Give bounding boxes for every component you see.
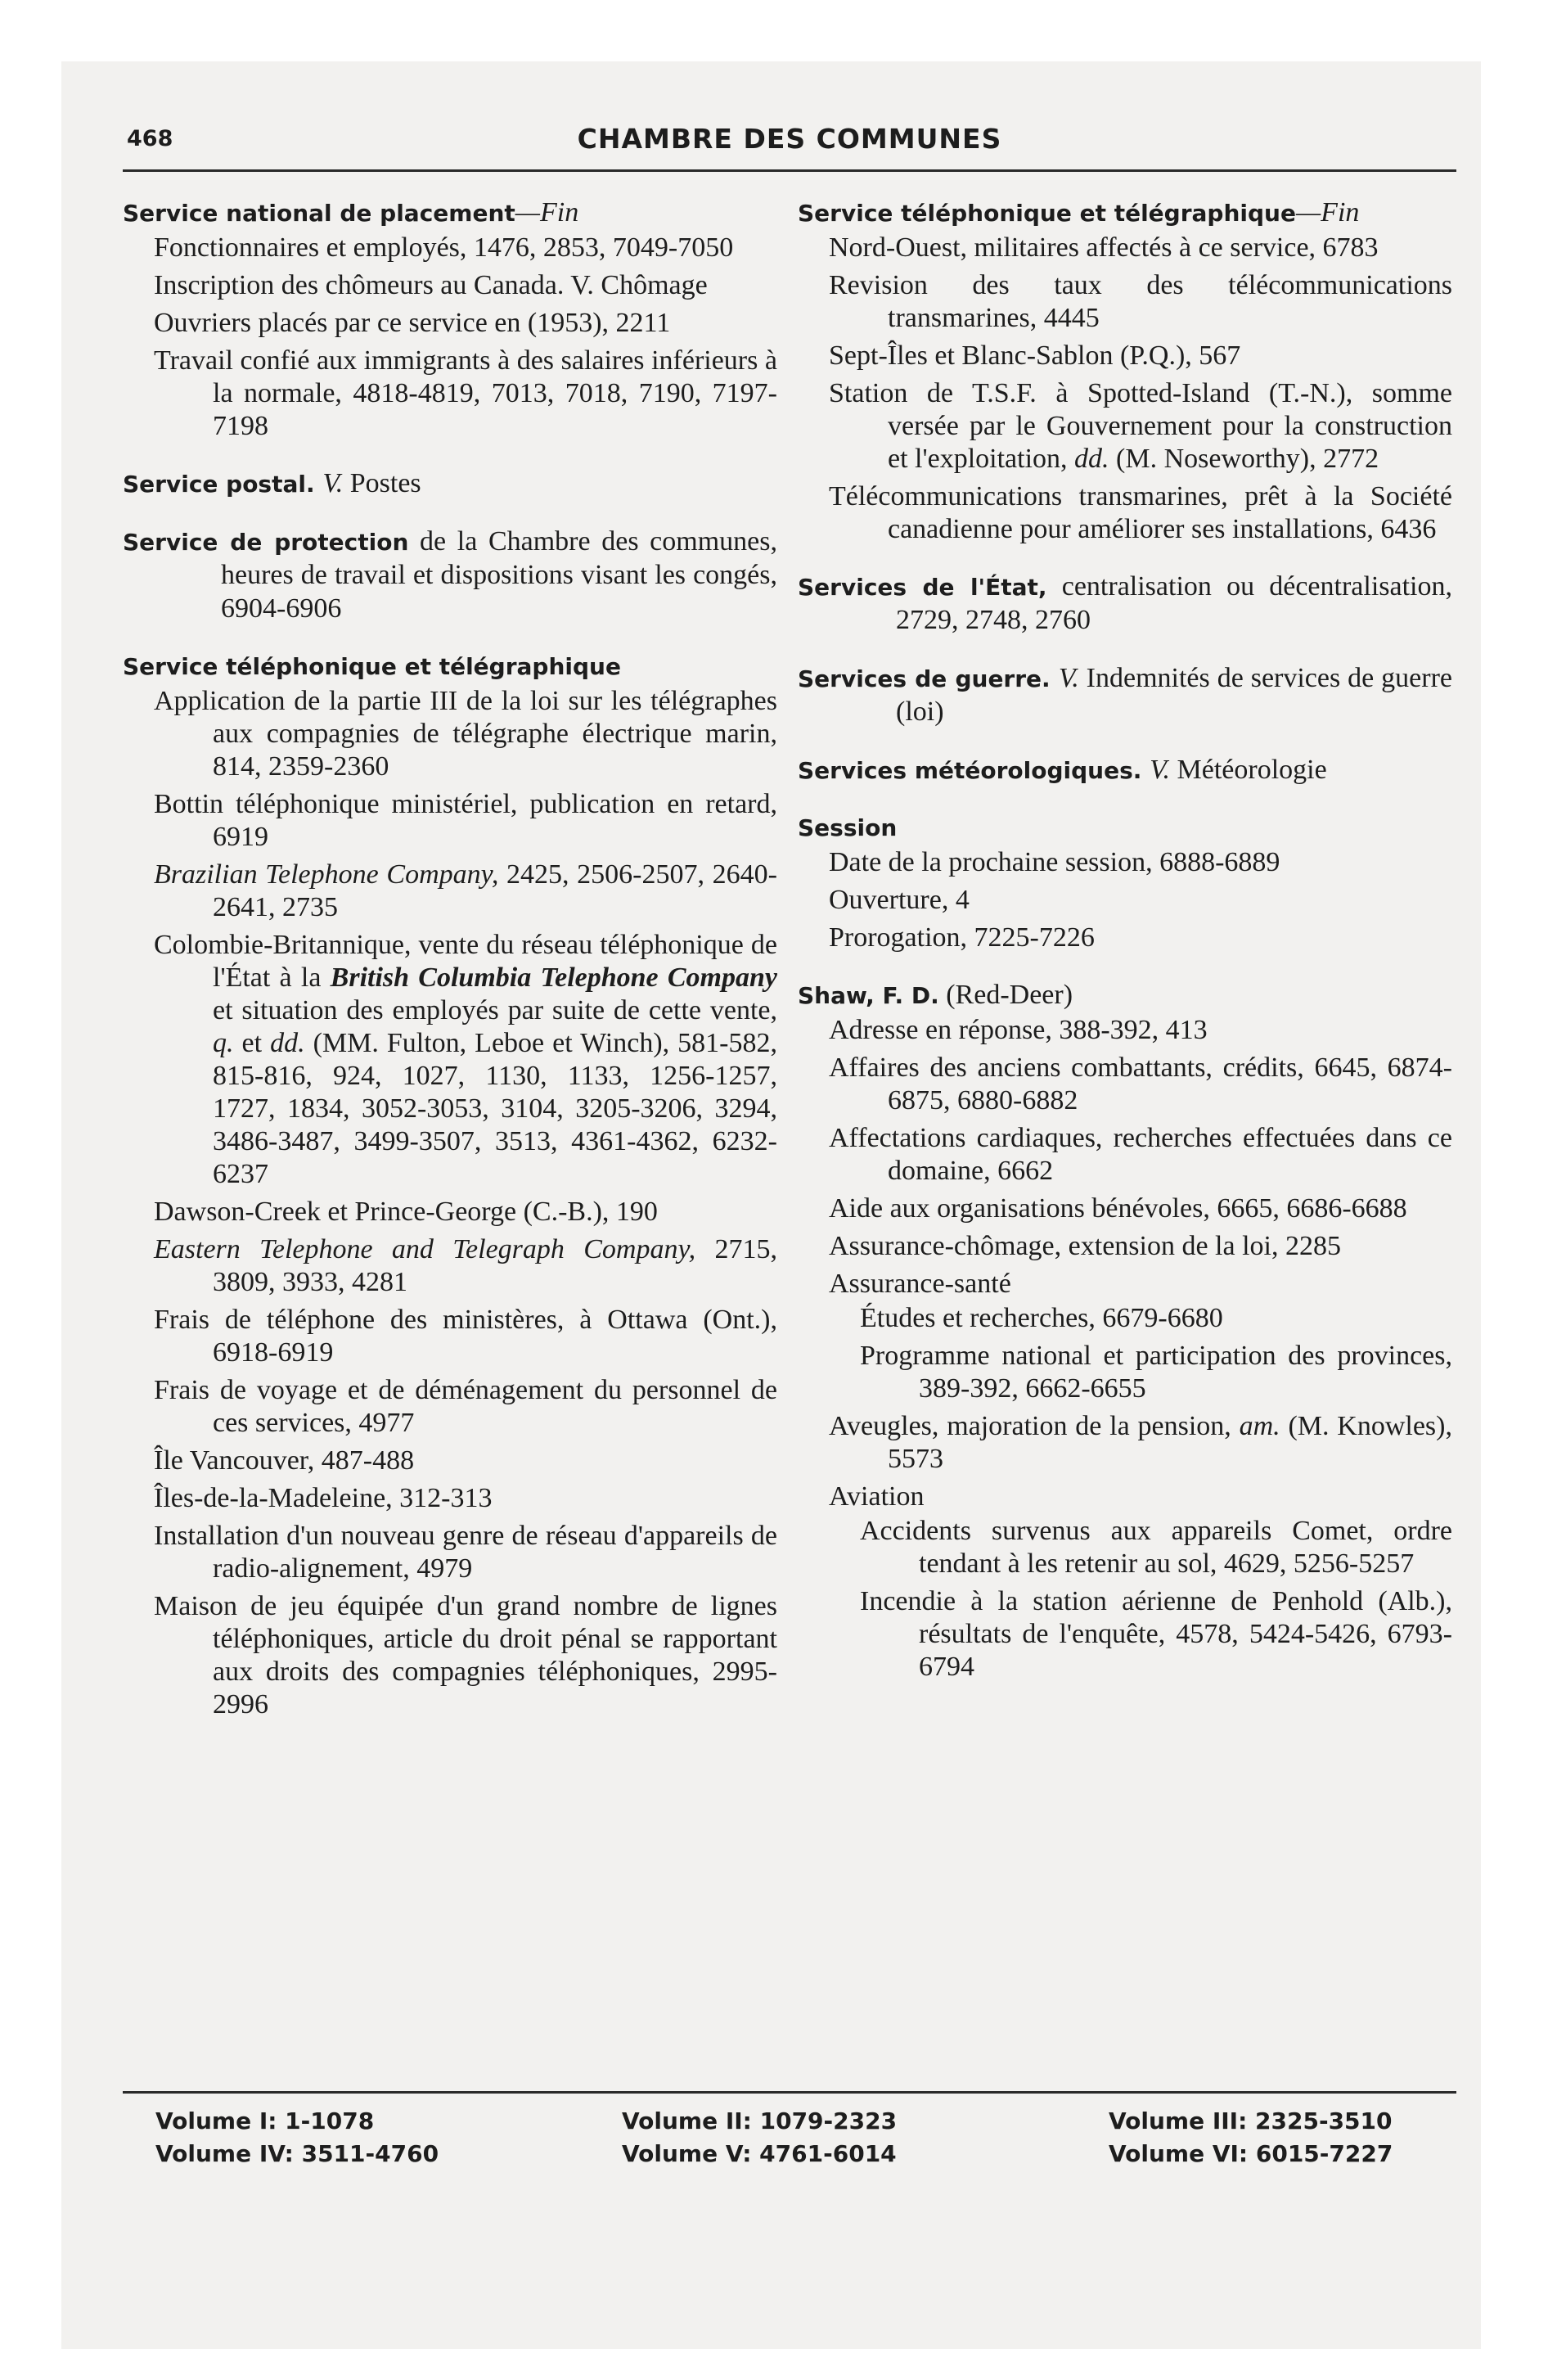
index-entry: Aveugles, majoration de la pension, am. (M. Knowles), 5573 — [829, 1411, 1452, 1474]
index-entry: Île Vancouver, 487-488 — [154, 1445, 415, 1476]
index-entry: Installation d'un nouveau genre de réseau d'appareils de radio-alignement, 4979 — [154, 1521, 777, 1584]
volume-range: Volume II: 1079-2323 — [622, 2107, 898, 2134]
index-entry: Travail confié aux immigrants à des salaires inférieurs à la normale, 4818-4819, 7013, 7018, 7190, 7197-7198 — [154, 345, 777, 441]
index-section — [798, 812, 1452, 954]
index-entry: Sept-Îles et Blanc-Sablon (P.Q.), 567 — [829, 340, 1241, 371]
index-entry: Frais de voyage et de déménagement du personnel de ces services, 4977 — [154, 1375, 777, 1438]
running-title: CHAMBRE DES COMMUNES — [577, 123, 1002, 155]
index-entry: Prorogation, 7225-7226 — [829, 922, 1095, 953]
volume-range: Volume VI: 6015-7227 — [1109, 2140, 1393, 2167]
index-section — [798, 570, 1452, 638]
index-section — [798, 196, 1452, 546]
index-entry: Affaires des anciens combattants, crédits, 6645, 6874-6875, 6880-6882 — [829, 1053, 1452, 1116]
volume-range: Volume V: 4761-6014 — [622, 2140, 897, 2167]
section-heading: Service de protection de la Chambre des communes, heures de travail et dispositions visant les congés, 6904-6906 — [123, 526, 777, 624]
index-entry: Ouverture, 4 — [829, 885, 970, 915]
index-entry: Affectations cardiaques, recherches effectuées dans ce domaine, 6662 — [829, 1123, 1452, 1186]
footer-rule — [123, 2091, 1456, 2094]
index-entry: Ouvriers placés par ce service en (1953), 2211 — [154, 308, 671, 338]
index-entry: Maison de jeu équipée d'un grand nombre de lignes téléphoniques, article du droit pénal se rapportant aux droits des compagnies téléphoniques, 2995-2996 — [154, 1591, 777, 1720]
index-section — [798, 754, 1452, 787]
index-entry: Eastern Telephone and Telegraph Company, 2715, 3809, 3933, 4281 — [154, 1234, 777, 1297]
index-entry: Frais de téléphone des ministères, à Ottawa (Ont.), 6918-6919 — [154, 1305, 777, 1368]
page-number: 468 — [127, 126, 173, 151]
index-entry: Aide aux organisations bénévoles, 6665, 6686-6688 — [829, 1193, 1407, 1224]
index-section — [798, 979, 1452, 1684]
index-subentry: Incendie à la station aérienne de Penhold (Alb.), résultats de l'enquête, 4578, 5424-5426, 6793-6794 — [860, 1586, 1452, 1682]
index-entry: Bottin téléphonique ministériel, publication en retard, 6919 — [154, 789, 777, 852]
index-entry: Aviation — [829, 1481, 925, 1512]
index-entry: Îles-de-la-Madeleine, 312-313 — [154, 1483, 493, 1513]
section-heading: Services de guerre. V. Indemnités de services de guerre (loi) — [798, 663, 1452, 727]
header-rule — [123, 169, 1456, 172]
index-section — [123, 196, 777, 443]
left-column — [123, 196, 777, 1746]
index-entry: Assurance-chômage, extension de la loi, 2285 — [829, 1231, 1341, 1261]
section-heading: Service postal. V. Postes — [123, 468, 421, 498]
index-section — [798, 662, 1452, 729]
index-entry: Station de T.S.F. à Spotted-Island (T.-N.), somme versée par le Gouvernement pour la construction et l'exploitation, dd. (M. Noseworthy), 2772 — [829, 378, 1452, 474]
section-heading: Service téléphonique et télégraphique — [123, 653, 621, 680]
section-heading: Services de l'État, centralisation ou décentralisation, 2729, 2748, 2760 — [798, 571, 1452, 635]
volume-range: Volume IV: 3511-4760 — [155, 2140, 439, 2167]
index-subentry: Programme national et participation des provinces, 389-392, 6662-6655 — [860, 1341, 1452, 1404]
section-heading: Service national de placement—Fin — [123, 197, 579, 228]
volume-range: Volume I: 1-1078 — [155, 2107, 375, 2134]
index-entry: Brazilian Telephone Company, 2425, 2506-2507, 2640-2641, 2735 — [154, 859, 777, 922]
right-column — [798, 196, 1452, 1708]
index-subentry: Études et recherches, 6679-6680 — [860, 1303, 1223, 1333]
index-section — [123, 651, 777, 1721]
index-entry: Dawson-Creek et Prince-George (C.-B.), 190 — [154, 1197, 658, 1227]
index-entry: Application de la partie III de la loi sur les télégraphes aux compagnies de télégraphe électrique marin, 814, 2359-2360 — [154, 686, 777, 782]
index-entry: Télécommunications transmarines, prêt à la Société canadienne pour améliorer ses installations, 6436 — [829, 481, 1452, 544]
index-subentry: Accidents survenus aux appareils Comet, ordre tendant à les retenir au sol, 4629, 5256-5257 — [860, 1516, 1452, 1579]
volume-footer — [123, 2105, 1456, 2187]
index-section — [123, 467, 777, 501]
index-entry: Adresse en réponse, 388-392, 413 — [829, 1015, 1208, 1045]
section-heading: Service téléphonique et télégraphique—Fin — [798, 197, 1360, 228]
section-heading: Session — [798, 814, 898, 841]
volume-range: Volume III: 2325-3510 — [1109, 2107, 1393, 2134]
index-entry: Revision des taux des télécommunications transmarines, 4445 — [829, 270, 1452, 333]
index-entry: Inscription des chômeurs au Canada. V. Chômage — [154, 270, 708, 300]
index-section — [123, 525, 777, 626]
index-entry: Assurance-santé — [829, 1269, 1011, 1299]
section-heading: Shaw, F. D. (Red-Deer) — [798, 980, 1073, 1010]
section-heading: Services météorologiques. V. Météorologie — [798, 755, 1327, 785]
index-entry: Date de la prochaine session, 6888-6889 — [829, 847, 1280, 877]
page-header — [123, 123, 1456, 172]
index-entry: Nord-Ouest, militaires affectés à ce service, 6783 — [829, 232, 1379, 263]
index-entry: Colombie-Britannique, vente du réseau téléphonique de l'État à la British Columbia Telephone Company et situation des employés par suite de cette vente, q. et dd. (MM. Fulton, Leboe et Winch), 581-582, 815-816, 924, 1027, 1130, 1133, 1256-1257, 1727, 1834, 3052-3053, 3104, 3205-3206, 3294, 3486-3487, 3499-3507, 3513, 4361-4362, 6232-6237 — [154, 930, 778, 1189]
index-entry: Fonctionnaires et employés, 1476, 2853, 7049-7050 — [154, 232, 734, 263]
